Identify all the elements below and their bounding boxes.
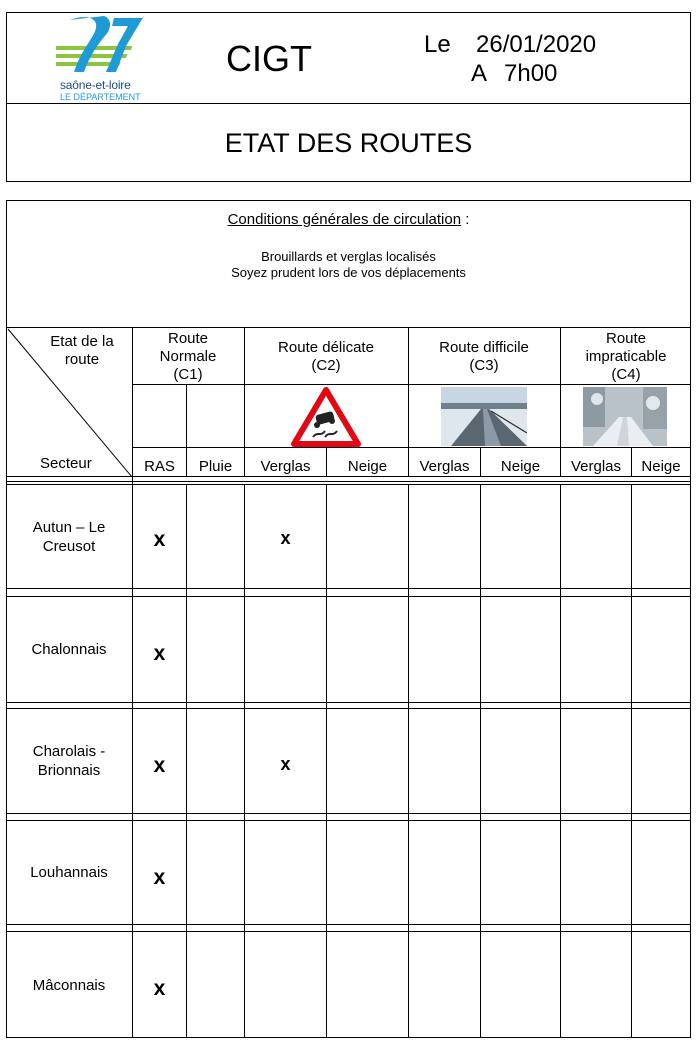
vline-body-c3-split [480, 484, 481, 1038]
category-c1: Route Normale (C1) [159, 330, 217, 383]
conditions-title: Conditions générales de circulation [227, 211, 462, 228]
conditions-line2: Soyez prudent lors de vos déplacements [231, 265, 466, 280]
vline-body-c4 [560, 484, 561, 1038]
vline-c4 [560, 327, 561, 476]
logo-text: saône-et-loire [60, 78, 131, 92]
category-c4: Route impraticable (C4) [585, 330, 667, 383]
vline-body-c3 [408, 484, 409, 1038]
time-value: 7h00 [504, 60, 558, 87]
mark-c2-verglas: x [280, 754, 291, 774]
saone-et-loire-logo [56, 14, 156, 78]
vline-body-c4-split [631, 484, 632, 1038]
category-c2: Route délicate (C2) [278, 339, 374, 374]
subcol-pluie: Pluie [198, 458, 233, 475]
center-title: CIGT [226, 38, 312, 79]
page-title: ETAT DES ROUTES [224, 128, 473, 158]
row-separator [6, 702, 691, 703]
vline-body-pluie [186, 484, 187, 1038]
mark-ras: x [153, 528, 166, 551]
mark-ras: x [153, 977, 166, 1000]
icy-road-photo [441, 387, 527, 446]
conditions-title-suffix: : [461, 211, 470, 228]
subcol-c2-neige: Neige [347, 458, 388, 475]
mark-ras: x [153, 642, 166, 665]
row-separator [6, 481, 691, 482]
subcol-ras: RAS [144, 458, 175, 475]
mark-ras: x [153, 866, 166, 889]
subcol-c4-verglas: Verglas [570, 458, 622, 475]
category-c3: Route difficile (C3) [439, 339, 529, 374]
corner-bottom-label: Secteur [40, 455, 92, 472]
sector-label: Louhannais [30, 864, 108, 881]
subcol-c3-verglas: Verglas [419, 458, 470, 475]
slippery-road-warning-icon [291, 387, 361, 447]
sector-label: Charolais - Brionnais [32, 743, 106, 779]
subcol-c4-neige: Neige [641, 458, 681, 475]
subcol-c2-verglas: Verglas [260, 458, 311, 475]
sector-label: Autun – Le Creusot [32, 518, 106, 555]
icon-row-divider [132, 447, 691, 448]
corner-top-label: Etat de la route [50, 333, 114, 368]
snowy-road-photo [583, 387, 667, 446]
department-logo [56, 14, 156, 104]
time-prefix: A [471, 60, 488, 87]
conditions-heading [6, 211, 691, 228]
date-prefix: Le [424, 31, 451, 58]
vline-c3 [408, 327, 409, 476]
row-separator [6, 813, 691, 814]
sector-label: Mâconnais [32, 976, 106, 994]
mark-ras: x [153, 754, 166, 777]
row-separator [6, 924, 691, 925]
category-divider [132, 384, 691, 385]
sector-label: Chalonnais [31, 641, 107, 658]
subcol-c3-neige: Neige [500, 458, 541, 475]
row-separator [6, 588, 691, 589]
vline-body-c2-split [326, 484, 327, 1038]
mark-c2-verglas: x [280, 528, 291, 548]
vline-c2 [244, 327, 245, 476]
date-value: 26/01/2020 [476, 31, 597, 58]
conditions-line1: Brouillards et verglas localisés [261, 249, 436, 264]
logo-subtext: LE DÉPARTEMENT [60, 92, 141, 102]
